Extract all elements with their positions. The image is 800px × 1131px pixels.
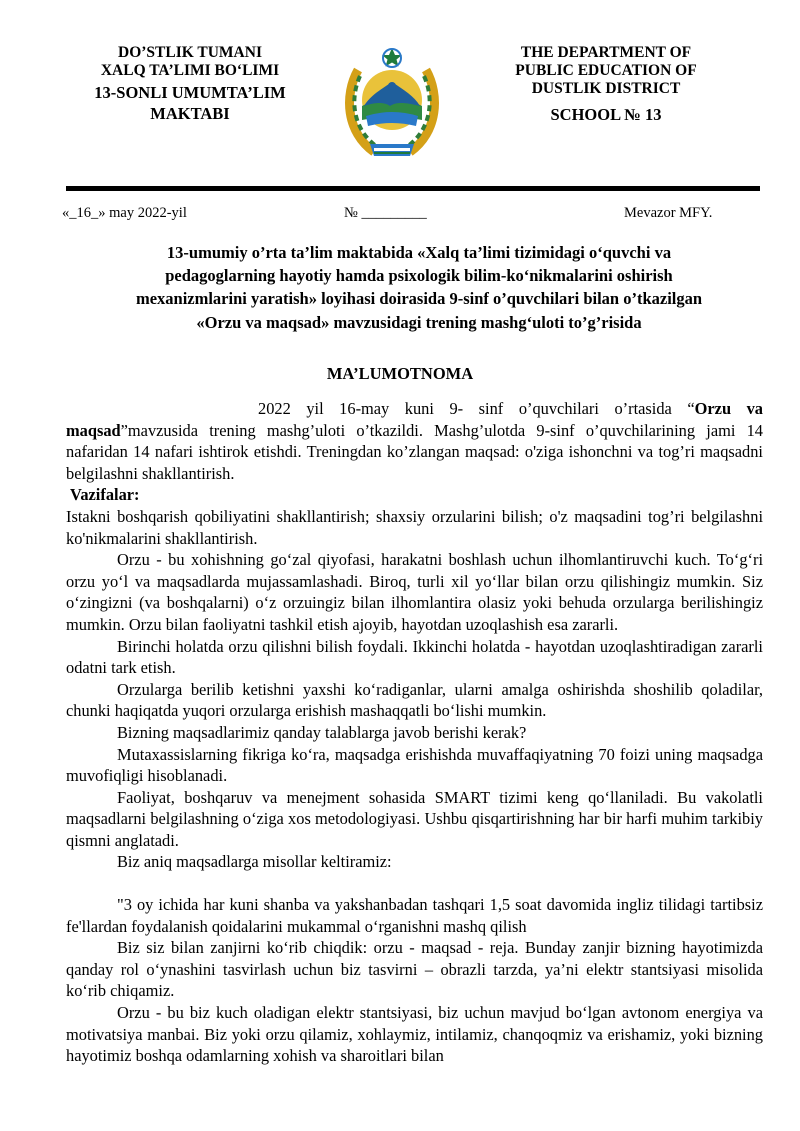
topic-name: Orzu va maqsad [66, 399, 763, 440]
department-en-line3: DUSTLIK DISTRICT [531, 80, 681, 97]
paragraph: Birinchi holatda orzu qilishni bilish foydali. Ikkinchi holatda - hayotdan uzoqlashtiradigan zararli odatni tark etish. [66, 636, 763, 678]
district-name: DO’STLIK TUMANI [118, 44, 262, 61]
title-line: 13-umumiy o’rta ta’lim maktabida «Xalq ta’limi tizimidagi o‘quvchi va [166, 243, 672, 262]
school-name-line2: MAKTABI [150, 104, 230, 123]
paragraph [66, 398, 763, 484]
department-en-line2: PUBLIC EDUCATION OF [515, 62, 697, 79]
paragraph: Biz siz bilan zanjirni ko‘rib chiqdik: orzu - maqsad - reja. Bunday zanjir bizning hayotimizda qanday rol o‘ynashini tasvirlash uchun biz tasvirni – obrazli tarzda, ya’ni elektr stantsiyasi misolida ko‘rib chiqamiz. [66, 938, 763, 1001]
document-date: «_16_» may 2022-yil [62, 205, 187, 221]
title-line: mexanizmlarini yaratish» loyihasi doirasida 9-sinf o’quvchilari bilan o’tkazilgan [135, 289, 703, 309]
department-name: XALQ TA’LIMI BO‘LIMI [100, 62, 280, 79]
paragraph: Orzu - bu xohishning go‘zal qiyofasi, harakatni boshlash uchun ilhomlantiruvchi kuch. To‘g‘ri orzu yo‘l va maqsadlarda mujassamlashadi. Biroq, turli xil yo‘llar bilan orzu qilishingiz mumkin. Siz o‘zingizni (va boshqalarni) o‘z orzuingiz bilan ilhomlantira olasiz yoki behuda orzularga berilishingiz mumkin. Orzu bilan faoliyatni tashkil etish ajoyib, hayotdan uzoqlashish esa zararli. [66, 550, 763, 634]
header-left [72, 44, 308, 124]
header-divider [66, 186, 760, 191]
paragraph: "3 oy ichida har kuni shanba va yakshanbadan tashqari 1,5 soat davomida ingliz tilidagi tartibsiz fe'llardan foydalanish qoidalarini mukammal o‘rganishni mashq qilish [66, 895, 763, 936]
paragraph: Bizning maqsadlarimiz qanday talablarga javob berishi kerak? [117, 722, 527, 742]
school-name-line1: 13-SONLI UMUMTA’LIM [94, 83, 286, 102]
tasks-heading: Vazifalar: [70, 485, 140, 505]
title-line: «Orzu va maqsad» mavzusidagi trening mashg‘uloti to’g’risida [196, 312, 642, 332]
paragraph: Orzularga berilib ketishni yaxshi ko‘radiganlar, ularni amalga oshirishda shoshilib qoladilar, chunki haqiqatda yuqori orzularga erishish mashaqqatli bo‘lishi mumkin. [66, 679, 763, 721]
paragraph: Faoliyat, boshqaruv va menejment sohasida SMART tizimi keng qo‘llaniladi. Bu vakolatli maqsadlarni belgilashning o‘ziga xos metodologiyasi. Ushbu qisqartirishning har bir harfi muhim tarkibiy qismni anglatadi. [66, 787, 763, 850]
spacer [66, 873, 763, 894]
document-body [66, 398, 763, 1067]
header-right [500, 44, 712, 124]
school-number: SCHOOL № 13 [550, 105, 662, 124]
paragraph: Istakni boshqarish qobiliyatini shakllantirish; shaxsiy orzularini bilish; o'z maqsadini tog’ri belgilashni ko'nikmalarini shakllantirish. [66, 506, 763, 548]
document-number: № _________ [344, 205, 427, 221]
title-line: pedagoglarning hayotiy hamda psixologik bilim-ko‘nikmalarini oshirish [165, 266, 673, 286]
paragraph: Biz aniq maqsadlarga misollar keltiramiz: [117, 852, 392, 872]
paragraph-text: ”mavzusida trening mashg’uloti o’tkazildi. Mashg’ulotda 9-sinf o’quvchilarining jami 14 nafaridan 14 nafari ishtirok etishdi. Treningdan ko’zlangan maqsad: o'ziga ishonchni va tog’ri maqsadni belgilashni shakllantirish. [66, 420, 763, 483]
paragraph: Mutaxassislarning fikriga ko‘ra, maqsadga erishishda muvaffaqiyatning 70 foizi uning maqsadga muvofiqligi hisoblanadi. [66, 744, 763, 786]
department-en-line1: THE DEPARTMENT OF [520, 44, 692, 61]
paragraph-text: 2022 yil 16-may kuni 9- sinf o’quvchilari o’rtasida “ [258, 399, 695, 418]
uzbekistan-emblem-icon [340, 40, 444, 164]
document-title [100, 241, 738, 334]
addressee: Mevazor MFY. [624, 205, 713, 221]
document-heading: MA’LUMOTNOMA [326, 364, 474, 383]
paragraph: Orzu - bu biz kuch oladigan elektr stantsiyasi, biz uchun mavjud bo‘lgan avtonom energiya va motivatsiya manbai. Biz yoki orzu qilamiz, xohlaymiz, intilamiz, chanqoqmiz va erishamiz, yoki bizning hayotimiz boshqa odamlarning xohish va sharoitlari bilan [66, 1003, 763, 1066]
